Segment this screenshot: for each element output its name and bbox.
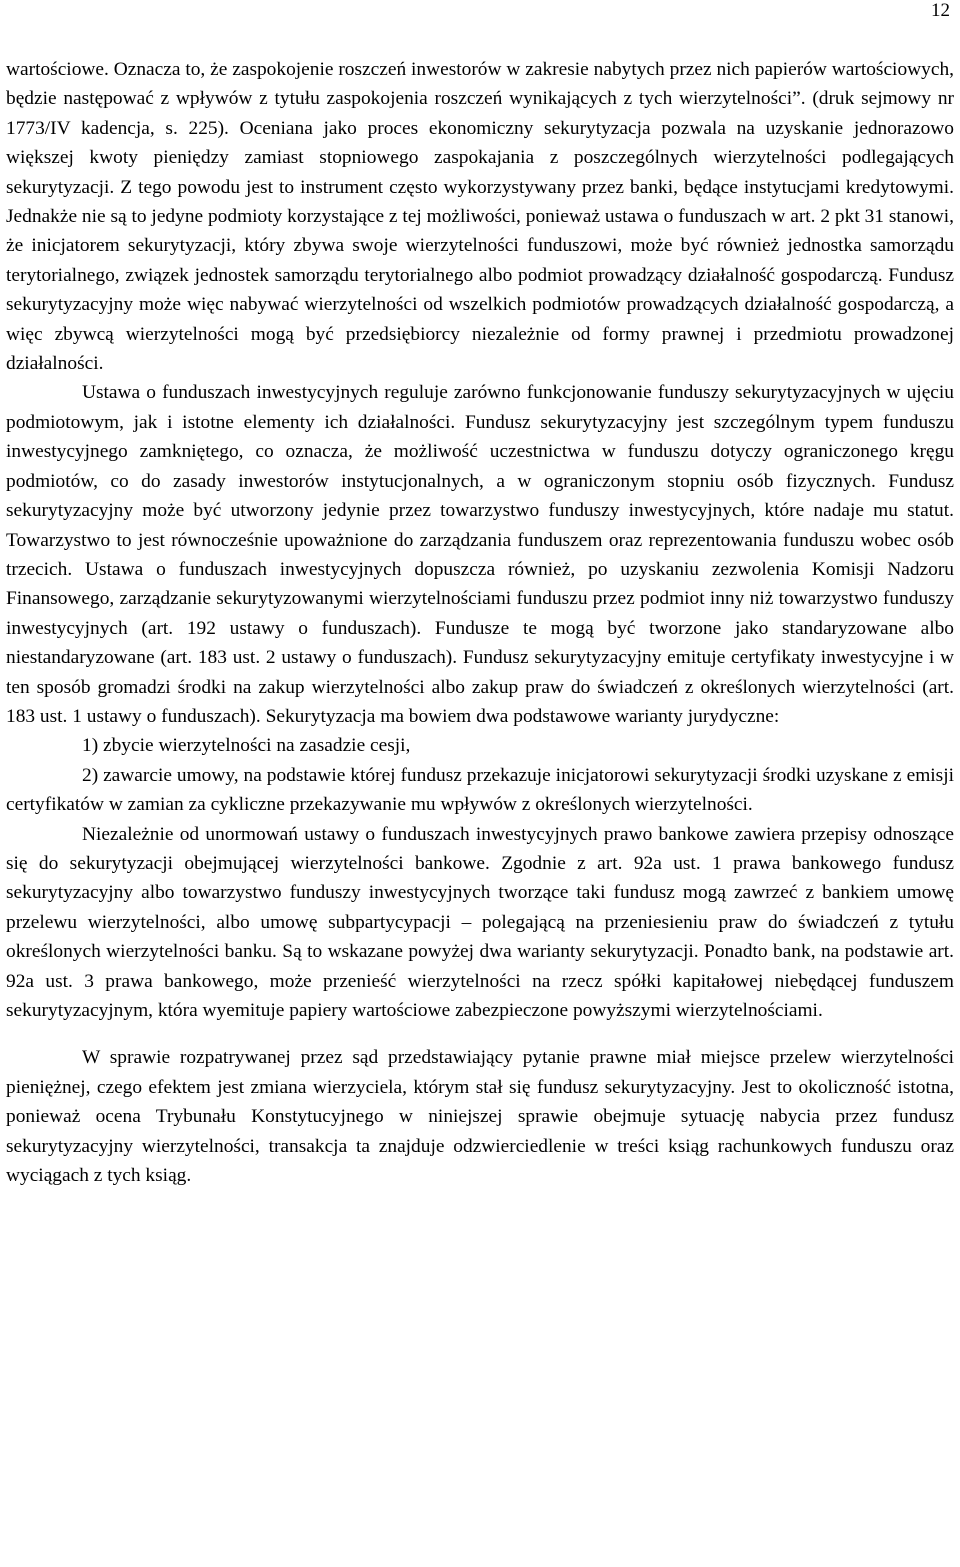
paragraph-continuation: wartościowe. Oznacza to, że zaspokojenie roszczeń inwestorów w zakresie nabytych przez nich papierów wartościowych, będzie następować z wpływów z tytułu zaspokojenia roszczeń wynikających z tych wierzytelności”. (druk sejmowy nr 1773/IV kadencja, s. 225). Oceniana jako proces ekonomiczny sekurytyzacja pozwala na uzyskanie jednorazowo większej kwoty pieniędzy zamiast stopniowego zaspokajania z poszczególnych wierzytelności podlegających sekurytyzacji. Z tego powodu jest to instrument często wykorzystywany przez banki, będące instytucjami kredytowymi. Jednakże nie są to jedyne podmioty korzystające z tej możliwości, ponieważ ustawa o funduszach w art. 2 pkt 31 stanowi, że inicjatorem sekurytyzacji, który zbywa swoje wierzytelności funduszowi, może być również jednostka samorządu terytorialnego, związek jednostek samorządu terytorialnego albo podmiot prowadzący działalność gospodarczą. Fundusz sekurytyzacyjny może więc nabywać wierzytelności od wszelkich podmiotów prowadzących działalność gospodarczą, a więc zbywcą wierzytelności mogą być przedsiębiorcy niezależnie od formy prawnej i przedmiotu prowadzonej działalności.: [6, 59, 954, 375]
document-page: [6, 0, 954, 1567]
list-item-2: 2) zawarcie umowy, na podstawie której fundusz przekazuje inicjatorowi sekurytyzacji środki uzyskane z emisji certyfikatów w zamian za cykliczne przekazywanie mu wpływów z określonych wierzytelności.: [6, 764, 954, 816]
paragraph-fund-law: Ustawa o funduszach inwestycyjnych reguluje zarówno funkcjonowanie funduszy sekurytyzacyjnych w ujęciu podmiotowym, jak i istotne elementy ich działalności. Fundusz sekurytyzacyjny jest szczególnym typem funduszu inwestycyjnego zamkniętego, co oznacza, że możliwość uczestnictwa w funduszu dotyczy ograniczonego kręgu podmiotów, co do zasady inwestorów instytucjonalnych, a w ograniczonym stopniu osób fizycznych. Fundusz sekurytyzacyjny może być utworzony jedynie przez towarzystwo funduszy inwestycyjnych, które nadaje mu statut. Towarzystwo to jest równocześnie upoważnione do zarządzania funduszem oraz reprezentowania funduszu wobec osób trzecich. Ustawa o funduszach inwestycyjnych dopuszcza również, po uzyskaniu zezwolenia Komisji Nadzoru Finansowego, zarządzanie sekurytyzowanymi wierzytelnościami funduszu przez podmiot inny niż towarzystwo funduszy inwestycyjnych (art. 192 ustawy o funduszach). Fundusze te mogą być tworzone jako standaryzowane albo niestandaryzowane (art. 183 ust. 2 ustawy o funduszach). Fundusz sekurytyzacyjny emituje certyfikaty inwestycyjne i w ten sposób gromadzi środki na zakup wierzytelności albo zakup praw do świadczeń z określonych wierzytelności (art. 183 ust. 1 ustawy o funduszach). Sekurytyzacja ma bowiem dwa podstawowe warianty jurydyczne:: [6, 382, 954, 727]
paragraph-case: W sprawie rozpatrywanej przez sąd przedstawiający pytanie prawne miał miejsce przelew wierzytelności pieniężnej, czego efektem jest zmiana wierzyciela, którym stał się fundusz sekurytyzacyjny. Jest to okoliczność istotna, ponieważ ocena Trybunału Konstytucyjnego w niniejszej sprawie obejmuje sytuację nabycia przez fundusz sekurytyzacyjny wierzytelności, transakcja ta znajduje odzwierciedlenie w treści ksiąg rachunkowych funduszu oraz wyciągach z tych ksiąg.: [6, 1047, 954, 1187]
page-number: 12: [931, 0, 950, 21]
document-body: [6, 55, 954, 1190]
list-item-1: 1) zbycie wierzytelności na zasadzie cesji,: [82, 735, 411, 757]
paragraph-banking-law: Niezależnie od unormowań ustawy o funduszach inwestycyjnych prawo bankowe zawiera przepisy odnoszące się do sekurytyzacji obejmującej wierzytelności bankowe. Zgodnie z art. 92a ust. 1 prawa bankowego fundusz sekurytyzacyjny albo towarzystwo funduszy inwestycyjnych tworzące taki fundusz mogą zawrzeć z bankiem umowę przelewu wierzytelności, albo umowę subpartycypacji – polegającą na przeniesieniu praw do świadczeń z tytułu określonych wierzytelności banku. Są to wskazane powyżej dwa warianty sekurytyzacji. Ponadto bank, na podstawie art. 92a ust. 3 prawa bankowego, może przenieść wierzytelności na rzecz spółki kapitałowej niebędącej funduszem sekurytyzacyjnym, która wyemituje papiery wartościowe zabezpieczone powyższymi wierzytelnościami.: [6, 823, 954, 1021]
